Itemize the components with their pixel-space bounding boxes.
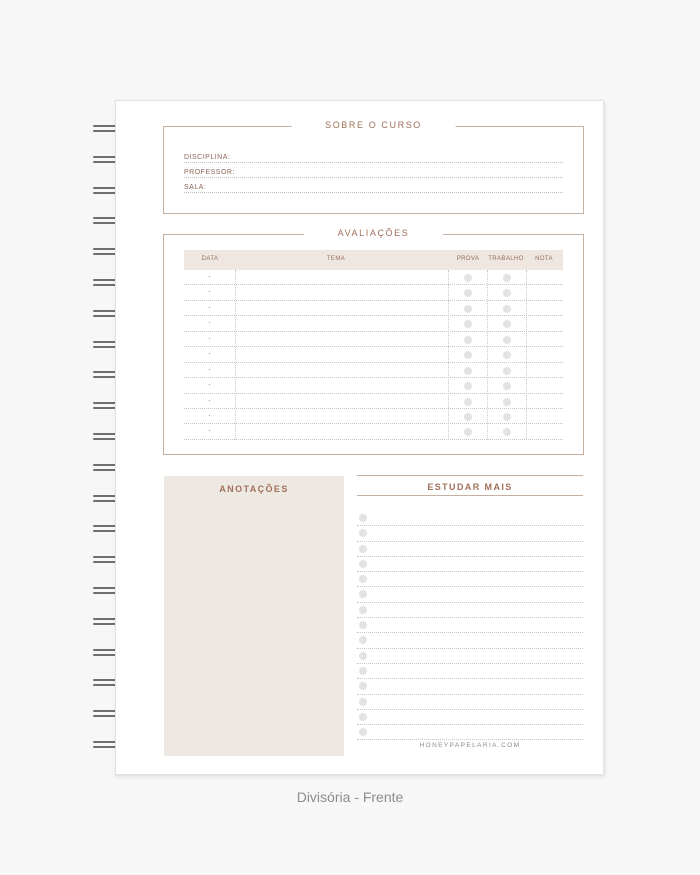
study-bottom-rule [357,495,583,496]
study-row[interactable] [357,664,583,679]
study-row[interactable] [357,526,583,541]
exam-checkbox[interactable] [464,320,472,328]
study-row[interactable] [357,725,583,740]
column-exam: PROVA [456,256,480,262]
assignment-checkbox[interactable] [503,305,511,313]
column-grade: NOTA [535,256,553,262]
assignment-checkbox[interactable] [503,320,511,328]
study-checkbox[interactable] [359,514,367,522]
evaluation-row[interactable] [184,316,563,331]
study-checkbox[interactable] [359,728,367,736]
exam-checkbox[interactable] [464,413,472,421]
room-field[interactable] [184,178,563,193]
evaluation-row[interactable] [184,394,563,409]
study-row[interactable] [357,695,583,710]
exam-checkbox[interactable] [464,289,472,297]
evaluations-rows [184,270,563,440]
study-row[interactable] [357,633,583,648]
study-checkbox[interactable] [359,606,367,614]
evaluations-header [184,250,563,270]
assignment-checkbox[interactable] [503,398,511,406]
study-checkbox[interactable] [359,590,367,598]
study-checkbox[interactable] [359,713,367,721]
study-row[interactable] [357,557,583,572]
study-row[interactable] [357,511,583,526]
study-checkbox[interactable] [359,667,367,675]
notes-panel[interactable] [164,476,344,756]
evaluation-row[interactable] [184,270,563,285]
study-checkbox[interactable] [359,698,367,706]
evaluation-row[interactable] [184,363,563,378]
study-checkbox[interactable] [359,529,367,537]
exam-checkbox[interactable] [464,336,472,344]
study-more-panel [357,475,583,757]
evaluation-row[interactable] [184,285,563,300]
study-row[interactable] [357,679,583,694]
column-date: DATA [201,256,219,262]
study-row[interactable] [357,542,583,557]
assignment-checkbox[interactable] [503,274,511,282]
exam-checkbox[interactable] [464,305,472,313]
study-row[interactable] [357,649,583,664]
study-row[interactable] [357,587,583,602]
evaluation-row[interactable] [184,409,563,424]
assignment-checkbox[interactable] [503,336,511,344]
evaluation-row[interactable] [184,424,563,439]
study-row[interactable] [357,710,583,725]
study-more-rows [357,511,583,740]
exam-checkbox[interactable] [464,351,472,359]
exam-checkbox[interactable] [464,367,472,375]
study-checkbox[interactable] [359,636,367,644]
evaluation-row[interactable] [184,347,563,362]
assignment-checkbox[interactable] [503,428,511,436]
study-more-title: ESTUDAR MAIS [427,482,513,492]
assignment-checkbox[interactable] [503,367,511,375]
study-checkbox[interactable] [359,560,367,568]
site-credit: HONEYPAPELARIA.COM [419,742,521,749]
exam-checkbox[interactable] [464,428,472,436]
study-row[interactable] [357,572,583,587]
assignment-checkbox[interactable] [503,413,511,421]
study-checkbox[interactable] [359,682,367,690]
evaluation-row[interactable] [184,332,563,347]
evaluation-row[interactable] [184,378,563,393]
study-checkbox[interactable] [359,621,367,629]
study-row[interactable] [357,618,583,633]
course-info-box [163,120,584,214]
discipline-label: DISCIPLINA: [184,154,231,161]
exam-checkbox[interactable] [464,274,472,282]
course-info-title: SOBRE O CURSO [291,120,456,130]
evaluations-box [163,228,584,455]
exam-checkbox[interactable] [464,382,472,390]
study-checkbox[interactable] [359,575,367,583]
discipline-field[interactable] [184,148,563,163]
study-top-rule [357,475,583,476]
professor-label: PROFESSOR: [184,169,235,176]
study-checkbox[interactable] [359,545,367,553]
assignment-checkbox[interactable] [503,289,511,297]
assignment-checkbox[interactable] [503,382,511,390]
assignment-checkbox[interactable] [503,351,511,359]
evaluation-row[interactable] [184,301,563,316]
exam-checkbox[interactable] [464,398,472,406]
planner-page [115,100,604,775]
image-caption: Divisória - Frente [296,789,404,805]
column-assignment: TRABALHO [488,256,524,262]
study-checkbox[interactable] [359,652,367,660]
evaluations-title: AVALIAÇÕES [304,228,444,238]
room-label: SALA: [184,184,207,191]
column-topic: TEMA [326,256,346,262]
notes-title: ANOTAÇÕES [219,484,289,494]
professor-field[interactable] [184,163,563,178]
study-row[interactable] [357,603,583,618]
